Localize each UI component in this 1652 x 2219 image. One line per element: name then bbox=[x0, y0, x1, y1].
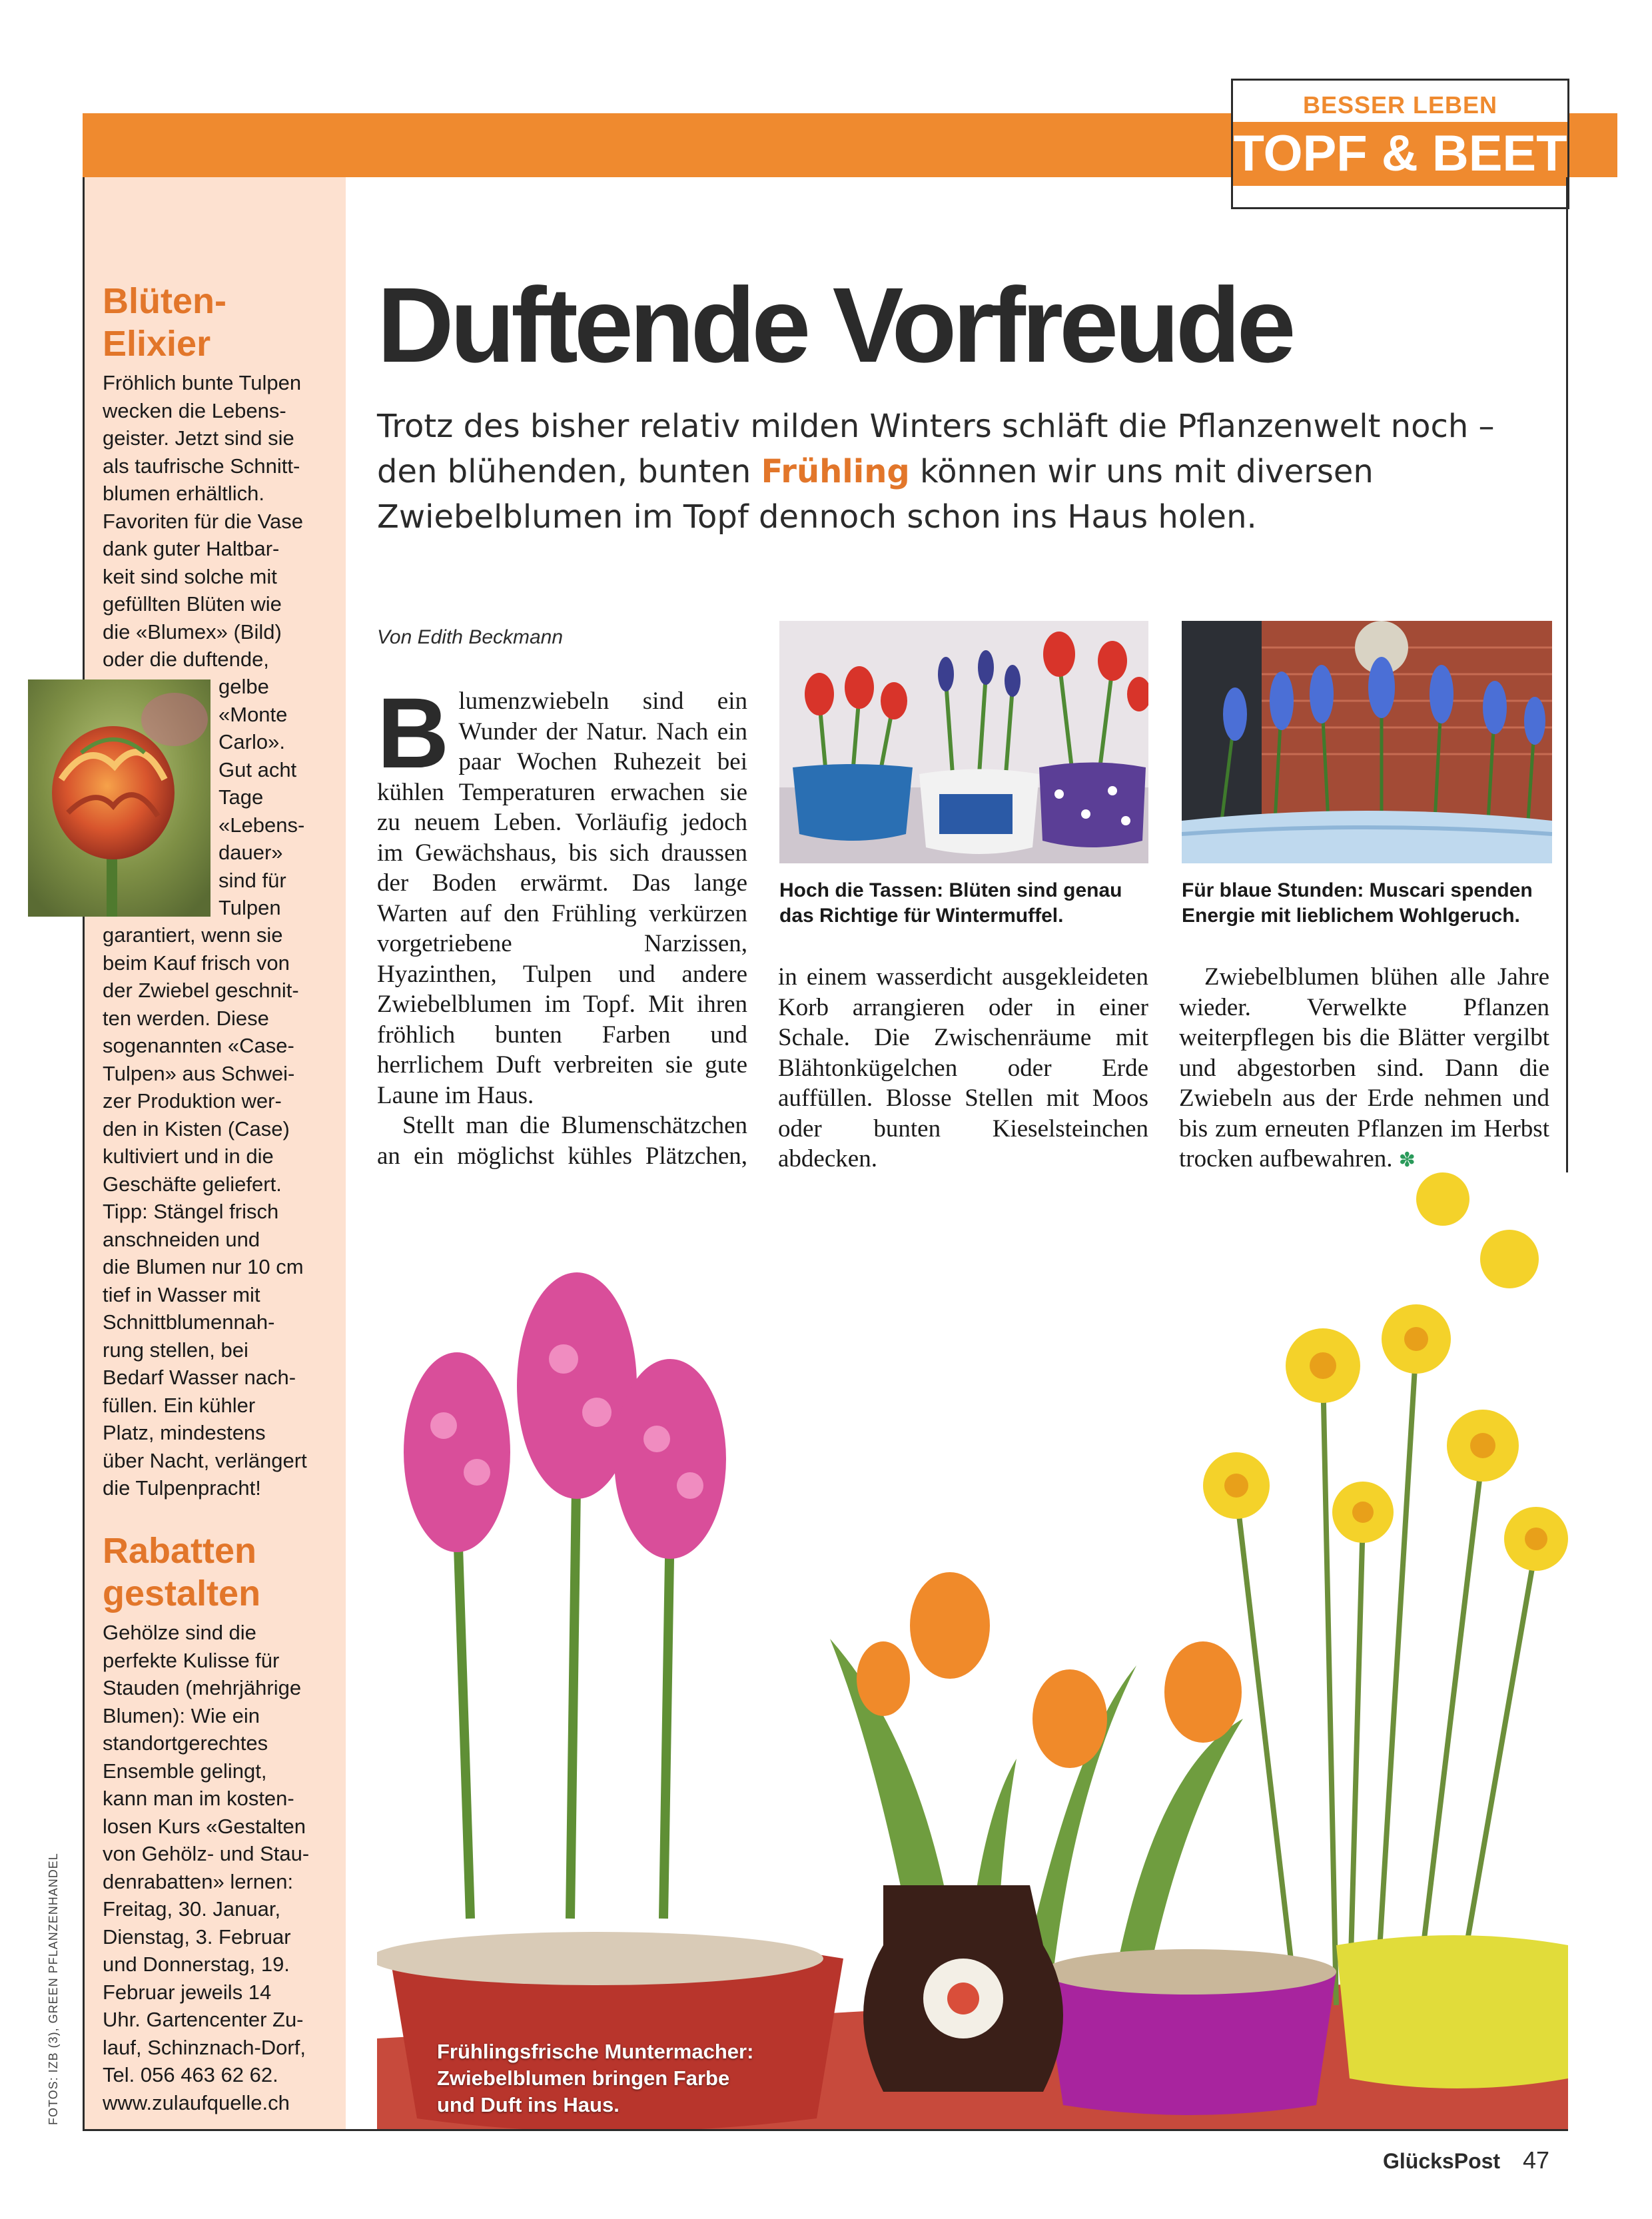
headline: Duftende Vorfreude bbox=[377, 265, 1292, 384]
main-photo-caption: Frühlingsfrische Muntermacher: Zwiebelblumen bringen Farbe und Duft ins Haus. bbox=[437, 2040, 754, 2116]
byline: Von Edith Beckmann bbox=[377, 626, 564, 648]
sidebar-text-rabatten: Gehölze sind die perfekte Kulisse für Stauden (mehrjährige Blumen): Wie ein standortgerechtes Ensemble gelingt, kann man im kosten- losen Kurs «Gestalten von Gehölz- und Stau- denrabatten» lernen: Freitag, 30. Januar, Dienstag, 3. Februar und Donnerstag, 19. Februar jeweils 14 Uhr. Gartencenter Zu- lauf, Schinznach-Dorf, Tel. 056 463 62 62. www.zulaufquelle.ch bbox=[103, 1621, 310, 2114]
lead-paragraph bbox=[377, 404, 1549, 540]
sidebar-heading-elixier: Blüten- Elixier bbox=[103, 281, 226, 364]
drop-cap: B bbox=[377, 677, 450, 789]
paragraph bbox=[377, 677, 747, 1110]
lead-text-start: Trotz des bisher relativ milden Winters schläft die Pflanzenwelt noch – den blühenden, bunten bbox=[377, 408, 1495, 490]
paragraph: in einem wasserdicht ausgekleideten Korb arrangieren oder in einer Schale. Die Zwischenräume mit Blähtonkügelchen oder Erde auffüllen. Blosse Stellen mit Moos oder bunten Kieselsteinchen abdecken. bbox=[778, 963, 1148, 1172]
tulip-photo bbox=[28, 679, 210, 917]
muscari-photo bbox=[1182, 621, 1552, 863]
page-number: 47 bbox=[1523, 2146, 1550, 2174]
end-mark-icon: ✽ bbox=[1398, 1149, 1416, 1171]
muscari-caption: Für blaue Stunden: Muscari spenden Energie mit lieblichem Wohlgeruch. bbox=[1182, 879, 1533, 927]
sidebar-heading-rabatten: Rabatten gestalten bbox=[103, 1531, 261, 1613]
paragraph-text: lumenzwiebeln sind ein Wunder der Natur. Nach ein paar Wochen Ruhezeit bei kühlen Temperaturen erwachen sie zu neuem Leben. Vorläufig jedoch im Gewächshaus, bis sich draussen der Boden erwärmt. Das lange Warten auf den Frühling verkürzen vorgetriebene Narzissen, Hyazinthen, Tulpen und andere Zwiebelblumen im Topf. Mit ihren fröhlich bunten Farben und herrlichem Duft verbreiten sie gute Laune im Haus. bbox=[377, 687, 747, 1109]
section-kicker: BESSER LEBEN bbox=[1302, 91, 1498, 119]
paragraph: Stellt man die Blumenschätzchen an ein möglichst kühles Plätzchen, bbox=[377, 1112, 747, 1170]
section-title: TOPF & BEET bbox=[1233, 122, 1567, 186]
paragraph-text: Zwiebelblumen blühen alle Jahre wieder. Verwelkte Pflanzen weiterpflegen bis die Blätter vergilbt und abgestorben sind. Dann die Zwiebeln aus der Erde nehmen und bis zum erneuten Pflanzen im Herbst trocken aufbewahren. bbox=[1179, 963, 1549, 1172]
article-column-3 bbox=[1179, 962, 1549, 1176]
teacup-flowers-photo bbox=[779, 621, 1148, 863]
lead-text-end: können wir uns mit diversen Zwiebelblumen im Topf dennoch schon ins Haus holen. bbox=[377, 453, 1374, 536]
paragraph bbox=[1179, 962, 1549, 1176]
photo-credit: FOTOS: IZB (3), GREEN PFLANZENHANDEL bbox=[47, 1853, 60, 2125]
teacup-caption: Hoch die Tassen: Blüten sind genau das Richtige für Wintermuffel. bbox=[779, 879, 1122, 927]
sidebar-text-elixier-wrap: gelbe «Monte Carlo». Gut acht Tage «Lebens- dauer» sind für Tulpen bbox=[218, 675, 305, 919]
sidebar-text-elixier-top: Fröhlich bunte Tulpen wecken die Lebens- geister. Jetzt sind sie als taufrische Schnitt- blumen erhältlich. Favoriten für die Vase dank guter Haltbar- keit sind solche mit gefüllten Blüten wie die «Blumex» (Bild) oder die duftende, bbox=[103, 371, 303, 671]
spring-bulbs-photo bbox=[377, 1172, 1568, 2129]
lead-highlight: Frühling bbox=[761, 453, 910, 490]
magazine-name: GlücksPost bbox=[1383, 2149, 1501, 2173]
sidebar-text-elixier-bottom: garantiert, wenn sie beim Kauf frisch von der Zwiebel geschnit- ten werden. Diese sogenannten «Case- Tulpen» aus Schwei- zer Produktion wer- den in Kisten (Case) kultiviert und in die Geschäfte geliefert. Tipp: Stängel frisch anschneiden und die Blumen nur 10 cm tief in Wasser mit Schnittblumennah- rung stellen, bei Bedarf Wasser nach- füllen. Ein kühler Platz, mindestens über Nacht, verlängert die Tulpenpracht! bbox=[103, 923, 307, 1500]
